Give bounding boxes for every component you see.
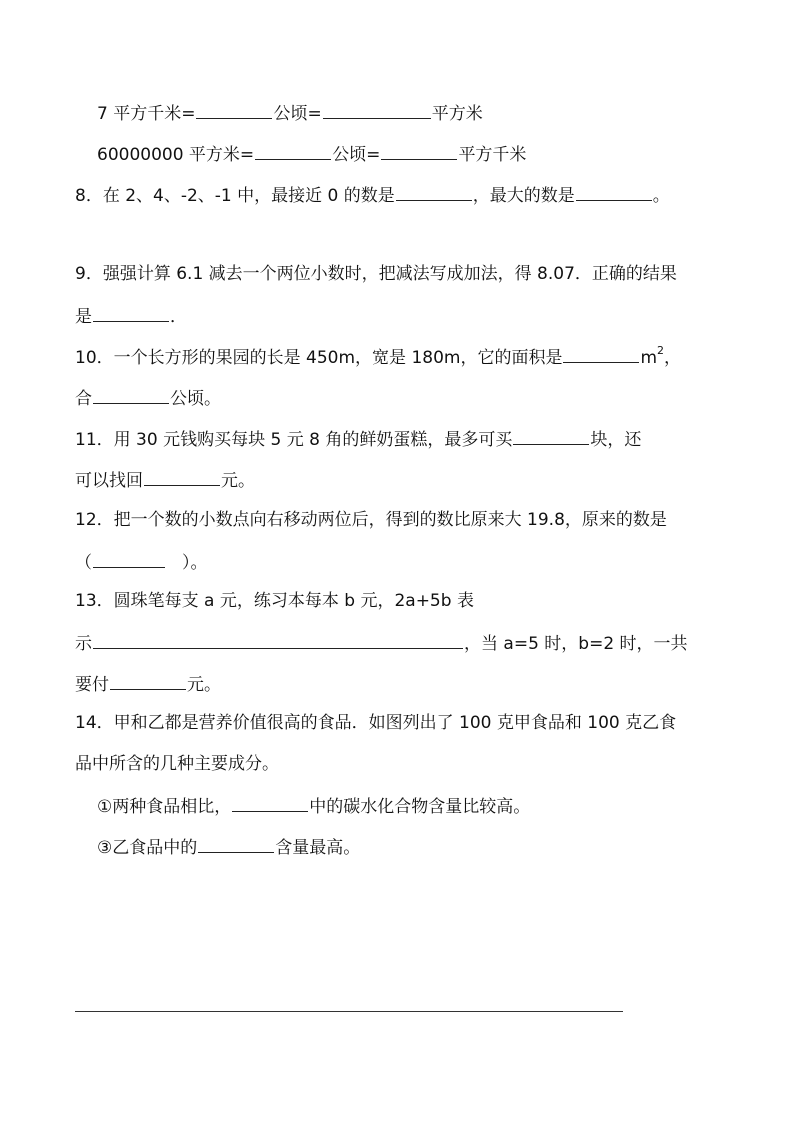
s1-text-a: ①两种食品相比， <box>97 797 232 817</box>
question-12-line-1: 12．把一个数的小数点向右移动两位后，得到的数比原来大 19.8，原来的数是 <box>75 510 667 530</box>
s3-text-a: ③乙食品中的 <box>97 838 198 858</box>
conversion-line-1 <box>97 100 483 126</box>
q9-text-a: 是 <box>75 307 92 327</box>
answer-blank[interactable] <box>93 303 169 322</box>
q11-text-d: 元。 <box>221 471 255 491</box>
s3-text-b: 含量最高。 <box>275 838 361 858</box>
question-13-line-2 <box>75 630 688 656</box>
conv2-text-a: 60000000 平方米= <box>97 145 255 165</box>
answer-blank[interactable] <box>196 100 272 119</box>
question-9-line-2 <box>75 303 187 329</box>
s1-text-b: 中的碳水化合物含量比较高。 <box>309 797 531 817</box>
conv1-text-c: 平方米 <box>431 104 483 124</box>
answer-blank[interactable] <box>198 834 274 853</box>
q8-text-a: 8．在 2、4、-2、-1 中，最接近 0 的数是 <box>75 186 395 206</box>
question-14-line-2: 品中所含的几种主要成分。 <box>75 754 279 774</box>
question-11-line-2 <box>75 467 255 493</box>
answer-blank[interactable] <box>144 467 220 486</box>
q10-text-a: 10．一个长方形的果园的长是 450m，宽是 180m，它的面积是 <box>75 348 563 368</box>
answer-blank[interactable] <box>93 385 169 404</box>
question-13-line-1: 13．圆珠笔每支 a 元，练习本每本 b 元，2a+5b 表 <box>75 591 474 611</box>
q13-text-d: 元。 <box>187 675 221 695</box>
q11-text-c: 可以找回 <box>75 471 143 491</box>
q12-text-a: （ <box>75 553 92 573</box>
q13-text-c: 要付 <box>75 675 109 695</box>
q10-text-d: 公顷。 <box>170 389 221 409</box>
question-10-line-1 <box>75 344 681 370</box>
answer-blank[interactable] <box>576 182 652 201</box>
answer-blank[interactable] <box>232 793 308 812</box>
divider-line <box>75 1011 623 1012</box>
q12-text-b: ）。 <box>182 553 208 573</box>
q11-text-b: 块，还 <box>590 430 642 450</box>
answer-blank[interactable] <box>563 344 639 363</box>
conv1-text-b: 公顷= <box>273 104 322 124</box>
q8-text-c: 。 <box>652 186 670 206</box>
answer-blank[interactable] <box>93 630 463 649</box>
q9-text-b: ． <box>170 307 187 327</box>
answer-blank[interactable] <box>110 671 186 690</box>
question-13-line-3 <box>75 671 221 697</box>
q8-text-b: ，最大的数是 <box>472 186 575 206</box>
q10-text-c: 合 <box>75 389 92 409</box>
area-unit: m <box>640 348 658 368</box>
sub-question-3 <box>97 834 360 860</box>
answer-blank[interactable] <box>255 141 331 160</box>
conversion-line-2 <box>97 141 526 167</box>
answer-blank[interactable] <box>513 426 589 445</box>
q13-text-b: ，当 a=5 时，b=2 时，一共 <box>464 634 688 654</box>
answer-blank[interactable] <box>381 141 457 160</box>
question-9-line-1: 9．强强计算 6.1 减去一个两位小数时，把减法写成加法，得 8.07．正确的结果 <box>75 264 677 284</box>
q13-text-a: 示 <box>75 634 92 654</box>
unit-exponent: 2 <box>657 344 665 358</box>
answer-blank[interactable] <box>396 182 472 201</box>
question-14-line-1: 14．甲和乙都是营养价值很高的食品．如图列出了 100 克甲食品和 100 克乙食 <box>75 713 677 733</box>
question-10-line-2 <box>75 385 221 411</box>
conv2-text-c: 平方千米 <box>458 145 527 165</box>
conv2-text-b: 公顷= <box>332 145 381 165</box>
answer-blank[interactable] <box>323 100 431 119</box>
question-12-line-2 <box>75 549 208 575</box>
question-8 <box>75 182 670 208</box>
question-11-line-1 <box>75 426 641 452</box>
q10-text-b: ， <box>664 348 682 368</box>
answer-blank[interactable] <box>93 549 165 568</box>
q11-text-a: 11．用 30 元钱购买每块 5 元 8 角的鲜奶蛋糕，最多可买 <box>75 430 513 450</box>
conv1-text-a: 7 平方千米= <box>97 104 196 124</box>
sub-question-1 <box>97 793 530 819</box>
